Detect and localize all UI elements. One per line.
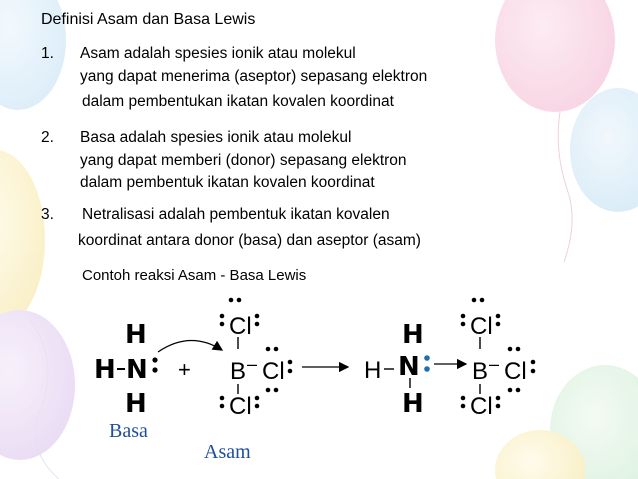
ammonia-molecule (94, 320, 158, 419)
bcl3-b: B (230, 358, 247, 385)
adduct-h-top: H (402, 320, 424, 350)
coordinate-pair-dot-2 (424, 366, 430, 372)
item-3-line-1: Netralisasi adalah pembentuk ikatan kovalen (82, 206, 390, 223)
nh3-lone-pair-dot-1 (152, 357, 157, 362)
item-2-line-2: yang dapat memberi (donor) sepasang elektron (80, 152, 407, 169)
donation-arrow (158, 340, 222, 352)
item-1-line-3: dalam pembentukan ikatan kovalen koordinat (82, 93, 394, 110)
item-1-line-1: Asam adalah spesies ionik atau molekul (80, 45, 356, 62)
item-2-number: 2. (41, 129, 54, 146)
balloon-top-right (495, 0, 638, 262)
boron-trichloride-molecule (220, 298, 293, 420)
item-2-line-3: dalam pembentuk ikatan kovalen koordinat (80, 174, 375, 191)
adduct-n: N (398, 352, 420, 382)
acid-label: Asam (204, 441, 251, 463)
nh3-h-bottom: H (125, 389, 147, 419)
adduct-h-left: H (364, 357, 382, 384)
item-2-line-1: Basa adalah spesies ionik atau molekul (80, 129, 352, 146)
base-label: Basa (109, 420, 148, 442)
nh3-n: N (126, 355, 148, 385)
item-3-number: 3. (41, 206, 54, 223)
item-3-line-2: koordinat antara donor (basa) dan aseptor (asam) (78, 232, 421, 249)
coordinate-pair-dot-1 (424, 355, 430, 361)
example-heading: Contoh reaksi Asam - Basa Lewis (82, 267, 307, 284)
adduct-molecule (364, 298, 535, 420)
nh3-h-left: H (94, 355, 116, 385)
adduct-b: B (472, 358, 489, 385)
lewis-reaction-scheme (0, 280, 638, 479)
item-1-line-2: yang dapat menerima (aseptor) sepasang elektron (80, 68, 428, 85)
svg-text:–: – (489, 354, 500, 374)
adduct-h-bottom: H (402, 389, 424, 419)
nh3-h-top: H (125, 320, 147, 350)
adduct-cl-right: Cl (504, 358, 527, 385)
bcl3-cl-bottom: Cl (229, 393, 252, 420)
bcl3-cl-top: Cl (229, 313, 252, 340)
bcl3-cl-right: Cl (262, 358, 285, 385)
bcl3-bond-right: – (247, 354, 258, 374)
adduct-cl-bottom: Cl (470, 393, 493, 420)
plus-sign: + (178, 357, 191, 382)
adduct-cl-top: Cl (470, 313, 493, 340)
nh3-lone-pair-dot-2 (152, 367, 157, 372)
slide-title: Definisi Asam dan Basa Lewis (41, 11, 256, 28)
item-1-number: 1. (41, 45, 54, 62)
